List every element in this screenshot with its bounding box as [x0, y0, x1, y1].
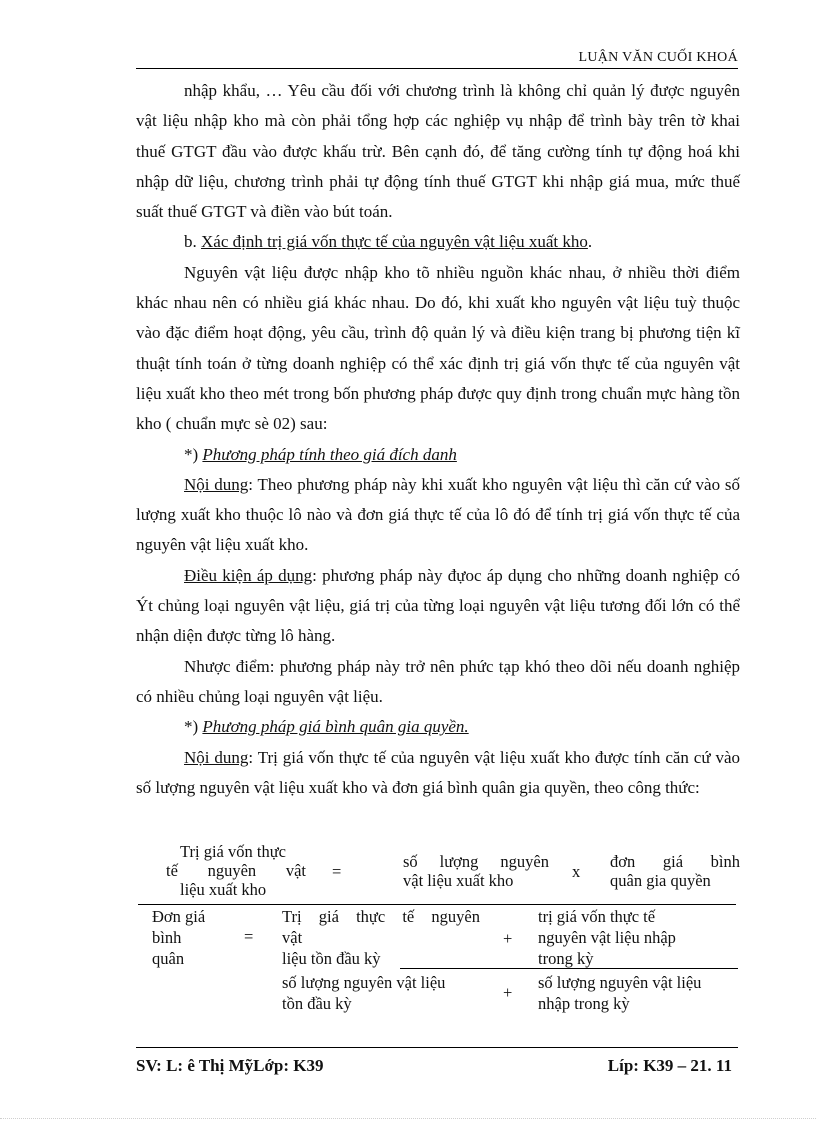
header-title: LUẬN VĂN CUỐI KHOÁ [578, 50, 738, 65]
content-label: Nội dung [184, 474, 249, 494]
body-text [136, 76, 740, 803]
footer-student: SV: L: ê Thị MỹLớp: K39 [136, 1056, 324, 1075]
multiply-sign: x [572, 862, 581, 881]
plus-sign: + [503, 929, 513, 948]
method-2-heading: *) Phương pháp giá bình quân gia quyền. [184, 717, 469, 737]
fraction-bar [400, 968, 738, 969]
header-divider [136, 68, 738, 69]
paragraph-materials: Nguyên vật liệu được nhập kho tõ nhiều nguồn khác nhau, ở nhiều thời điểm khác nhau nên có nhiều giá khác nhau. Do đó, khi xuất kho nguyên vật liệu tuỳ thuộc vào đặc điểm hoạt động, yêu cầu, trình độ quản lý và điều kiện trang bị phương tiện kĩ thuật tính toán ở từng doanh nghiệp có thể xác định trị giá vốn thực tế của nguyên vật liệu xuất kho theo mét trong bốn phương pháp được quy định trong chuẩn mực hàng tồn kho ( chuẩn mực sè 02) sau: [136, 262, 740, 434]
content-label: Nội dung [184, 747, 249, 767]
method-1-content: Nội dung: Theo phương pháp này khi xuất kho nguyên vật liệu thì căn cứ vào số lượng xuất kho thuộc lô nào và đơn giá thực tế của lô đó để tính trị giá vốn thực tế của nguyên vật liệu xuất kho. [136, 474, 740, 555]
method-1-heading: *) Phương pháp tính theo giá đích danh [184, 444, 457, 464]
formula-label: Đơn giá bình quân [152, 907, 206, 968]
section-title: Xác định trị giá vốn thực tế của nguyên vật liệu xuất kho [201, 232, 588, 252]
formula-lhs: Trị giá vốn thực tế nguyên vật liệu xuất kho [166, 842, 306, 899]
denominator-opening: số lượng nguyên vật liệu tồn đầu kỳ [282, 973, 446, 1013]
equals-sign: = [332, 862, 342, 881]
formula-average-price [136, 906, 740, 1022]
page-edge [0, 1118, 816, 1119]
numerator-received: trị giá vốn thực tế nguyên vật liệu nhập trong kỳ [538, 907, 676, 968]
denominator-received: số lượng nguyên vật liệu nhập trong kỳ [538, 973, 702, 1013]
method-1-title: Phương pháp tính theo giá đích danh [202, 444, 457, 464]
formula-quantity: số lượng nguyên vật liệu xuất kho [403, 852, 549, 890]
equals-sign: = [244, 927, 254, 946]
section-heading-b: b. Xác định trị giá vốn thực tế của nguyên vật liệu xuất kho. [184, 232, 593, 252]
footer-class: Líp: K39 – 21. 11 [607, 1056, 732, 1075]
formula-divider [138, 904, 736, 905]
paragraph-import: nhập khẩu, … Yêu cầu đối với chương trình là không chỉ quản lý được nguyên vật liệu nhập kho mà còn phải tổng hợp các nghiệp vụ nhập để trình bày trên tờ khai thuế GTGT đầu vào được khấu trừ. Bên cạnh đó, để tăng cường tính tự động hoá khi nhập dữ liệu, chương trình phải tự động tính thuế GTGT khi nhập giá mua, mức thuế suất thuế GTGT và điền vào bút toán. [136, 81, 740, 222]
plus-sign: + [503, 983, 513, 1002]
formula-unit-price: đơn giá bình quân gia quyền [610, 852, 740, 890]
conditions-label: Điều kiện áp dụng [184, 565, 313, 585]
method-1-disadvantage: Nhược điểm: phương pháp này trở nên phức tạp khó theo dõi nếu doanh nghiệp có nhiều chủng loại nguyên vật liệu. [136, 656, 740, 706]
method-1-conditions: Điều kiện áp dụng: phương pháp này đựoc áp dụng cho những doanh nghiệp có Ýt chủng loại nguyên vật liệu, giá trị của từng loại nguyên vật liệu tương đối lớn có thể nhận diện được từng lô hàng. [136, 565, 740, 646]
footer-divider [136, 1047, 738, 1048]
formula-issue-value [136, 842, 740, 906]
method-2-title: Phương pháp giá bình quân gia quyền. [202, 717, 469, 737]
method-2-content: Nội dung: Trị giá vốn thực tế của nguyên vật liệu xuất kho được tính căn cứ vào số lượng nguyên vật liệu xuất kho và đơn giá bình quân gia quyền, theo công thức: [136, 747, 740, 797]
numerator-opening: Trị giá thực tế nguyên vật liệu tồn đầu kỳ [282, 907, 480, 968]
